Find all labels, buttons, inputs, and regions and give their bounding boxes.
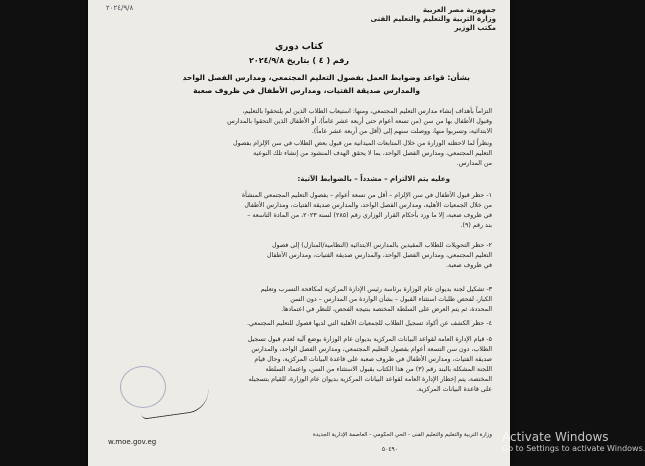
- rule-line: ٥- قيام الإدارة العامة لقواعد البيانات المركزية بديوان عام الوزارة بوضع آلية لعدم قبول تسجيل: [247, 336, 492, 343]
- header-line-ministry: وزارة التربية والتعليم والتعليم الفنى: [370, 15, 496, 23]
- body-line: التعليم المجتمعي، ومدارس الفصل الواحد، بما لا يحقق الهدف المنشود من إنشاء تلك النوعية: [253, 150, 492, 157]
- rule-line: اللجنة المشكلة بالبند رقم (٣) من هذا الكتاب بقبول الاستثناء من السن، واعتماد السلطة: [265, 366, 492, 373]
- header-line-country: جمهورية مصر العربية: [422, 6, 496, 14]
- footer-address: وزارة التربية والتعليم والتعليم الفنى - الحي الحكومي - العاصمة الإدارية الجديدة: [312, 432, 492, 438]
- footer-website: w.moe.gov.eg: [108, 438, 157, 446]
- rule-line: الكبار، لفحص طلبات استثناء القبول – بشأن الواردة من المدارس – دون السن: [290, 296, 492, 303]
- rule-line: ٤- حظر الكشف عن أكواد تسجيل الطلاب للجمعيات الأهلية التي لديها فصول للتعليم المجتمعي.: [247, 320, 492, 327]
- body-line: الابتدائية، وتسربوا منها، ووصلت سنهم إلى (أقل من أربعة عشر عاماً).: [311, 128, 492, 135]
- rule-line: صديقة الفتيات، ومدارس الأطفال في ظروف صعبة على قاعدة البيانات المركزية، وحال قيام: [254, 356, 492, 363]
- rule-line: الطلاب، دون سن التسعة أعوام بفصول التعليم المجتمعي، ومدارس الفصل الواحد، والمدارس: [251, 346, 492, 353]
- body-line: من المدارس.: [456, 160, 492, 167]
- footer-code: ٥٠٤٩٠: [381, 446, 398, 453]
- rule-line: المحددة، ثم يتم العرض على السلطة المختصة بنتيجة الفحص، للنظر في اعتمادها.: [281, 306, 492, 313]
- body-line: ونظراً لما لاحظته الوزارة من خلال المتابعات الميدانية من قبول بعض الطلاب في سن الإلزام بفصول: [233, 140, 492, 147]
- activate-windows-subtitle: Go to Settings to activate Windows.: [502, 444, 645, 453]
- document-page: [88, 0, 510, 466]
- document-ref-line: رقم ( ٤ ) بتاريخ ٢٠٢٤/٩/٨: [248, 56, 350, 65]
- body-line: وقبول الأطفال بها من سن (من تسعة أعوام حتى أربعة عشر عاماً)، أو الأطفال الذين التحقوا بالمدارس: [227, 118, 492, 125]
- body-line: التزاماً بأهداف إنشاء مدارس التعليم المجتمعي، ومنها: استيعاب الطلاب الذين لم يلتحقوا بالتعليم،: [242, 108, 492, 115]
- rule-line: من خلال الجمعيات الأهلية، ومدارس الفصل الواحد، والمدارس صديقة الفتيات، ومدارس الأطفال: [244, 202, 492, 209]
- rule-line: في ظروف صعبة، إلا ما ورد بأحكام القرار الوزاري رقم (٢٨٥) لسنة ٢٠٢٣، من المادة التاسعة –: [247, 212, 492, 219]
- activate-windows-title: Activate Windows: [502, 430, 609, 444]
- rule-line: ٢- حظر التحويلات للطلاب المقيدين بالمدارس الابتدائية (النظامية/المنازل) إلى فصول: [271, 242, 492, 249]
- rule-line: المختصة، يتم إخطار الإدارة العامة لقواعد البيانات المركزية بديوان عام الوزارة، للقيام بتسجيله: [248, 376, 492, 383]
- header-line-office: مكتب الوزير: [454, 24, 496, 32]
- section-heading: وعليه يتم الالتزام – مشدداً – بالضوابط الآتية:: [297, 175, 450, 183]
- activate-windows-watermark: [502, 430, 645, 454]
- incoming-ref-number: ٢٠٢٤/٩/٨: [106, 4, 134, 12]
- rule-line: ١- حظر قبول الأطفال في سن الإلزام – أقل من تسعة أعوام – بفصول التعليم المجتمعي المنشأة: [241, 192, 492, 199]
- rule-line: ٣- تشكيل لجنة بديوان عام الوزارة برئاسة رئيس الإدارة المركزية لمكافحة التسرب وتعليم: [260, 286, 492, 293]
- subject-line: والمدارس صديقة الفتيات، ومدارس الأطفال في ظروف صعبة: [193, 86, 420, 95]
- document-title: كتاب دوري: [274, 42, 324, 52]
- rule-line: بند رقم (٩).: [460, 222, 492, 229]
- rule-line: التعليم المجتمعي، ومدارس الفصل الواحد، والمدارس صديقة الفتيات، ومدارس الأطفال: [266, 252, 492, 259]
- rule-line: في ظروف صعبة.: [446, 262, 492, 269]
- ministry-header: [371, 6, 496, 33]
- rule-line: على قاعدة البيانات المركزية.: [416, 386, 492, 393]
- subject-line: بشأن: قواعد وضوابط العمل بفصول التعليم المجتمعي، ومدارس الفصل الواحد: [182, 73, 470, 82]
